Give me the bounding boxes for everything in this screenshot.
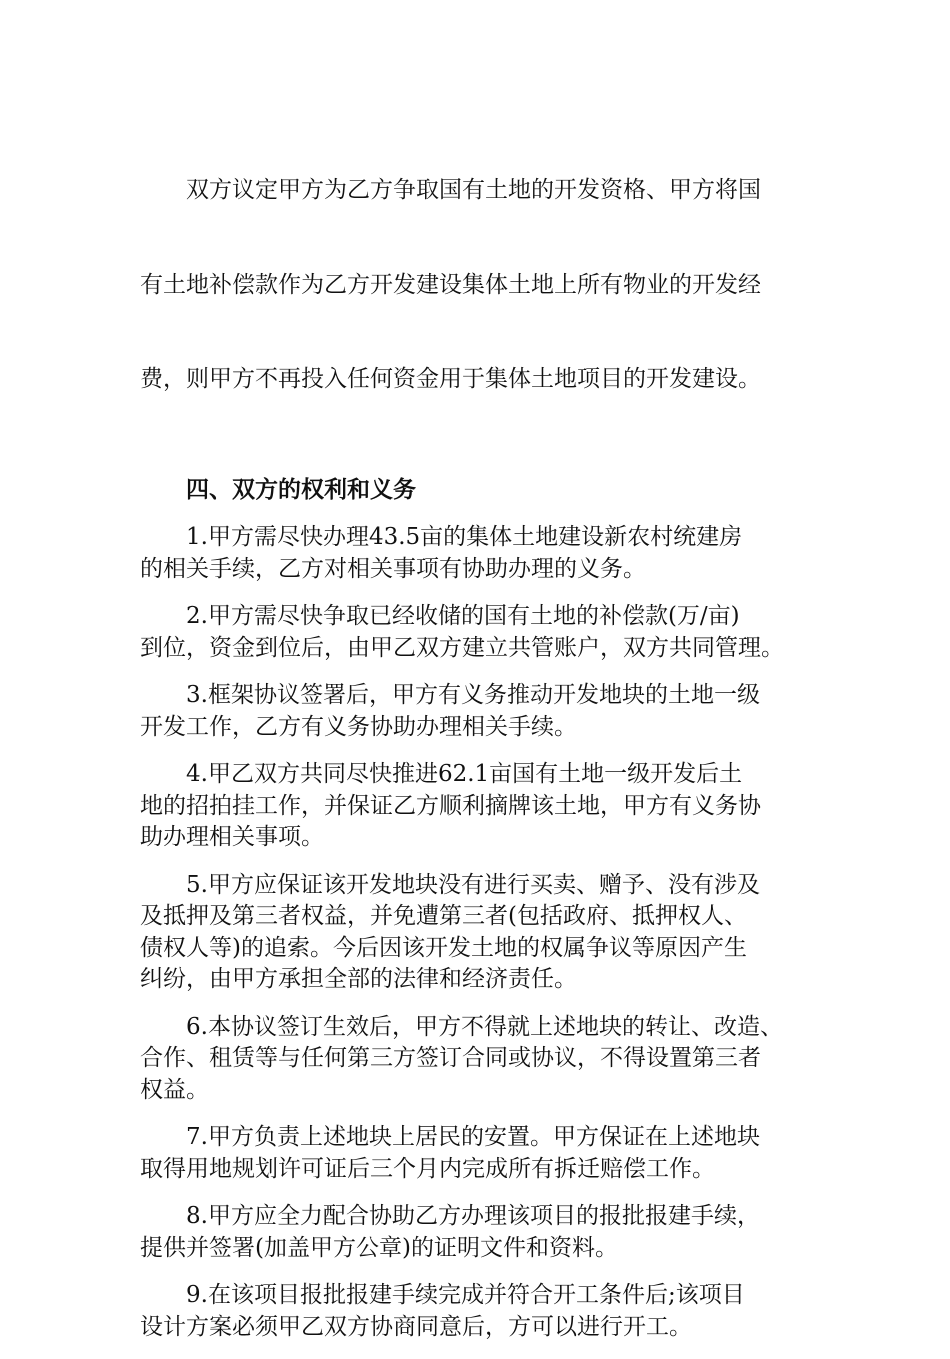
intro-line: 费，则甲方不再投入任何资金用于集体土地项目的开发建设。 — [140, 366, 761, 392]
clause-line: 地的招拍挂工作，并保证乙方顺利摘牌该土地，甲方有义务协 — [140, 792, 761, 819]
clause-line: 债权人等)的追索。今后因该开发土地的权属争议等原因产生 — [140, 934, 747, 961]
clause-line: 8.甲方应全力配合协助乙方办理该项目的报批报建手续， — [186, 1203, 760, 1229]
clause-line: 7.甲方负责上述地块上居民的安置。甲方保证在上述地块 — [186, 1124, 760, 1150]
clause-line: 取得用地规划许可证后三个月内完成所有拆迁赔偿工作。 — [140, 1155, 715, 1182]
clause-paragraph — [140, 759, 830, 854]
clause-line: 合作、租赁等与任何第三方签订合同或协议，不得设置第三者 — [140, 1045, 761, 1071]
clause-line: 的相关手续，乙方对相关事项有协助办理的义务。 — [140, 555, 646, 582]
intro-line: 有土地补偿款作为乙方开发建设集体土地上所有物业的开发经 — [140, 271, 761, 298]
clause-list — [140, 522, 830, 1343]
clause-paragraph — [140, 870, 830, 996]
clause-line: 6.本协议签订生效后，甲方不得就上述地块的转让、改造、 — [186, 1013, 783, 1040]
clause-paragraph — [140, 680, 830, 743]
clause-paragraph — [140, 1201, 830, 1264]
clause-line: 纠纷，由甲方承担全部的法律和经济责任。 — [140, 966, 577, 992]
clause-line: 3.框架协议签署后，甲方有义务推动开发地块的土地一级 — [186, 682, 760, 708]
clause-paragraph — [140, 1280, 830, 1343]
clause-paragraph — [140, 1012, 830, 1107]
section-heading: 四、双方的权利和义务 — [186, 476, 416, 503]
clause-line: 到位，资金到位后，由甲乙双方建立共管账户，双方共同管理。 — [140, 634, 784, 661]
clause-line: 9.在该项目报批报建手续完成并符合开工条件后;该项目 — [186, 1282, 745, 1308]
clause-paragraph — [140, 1122, 830, 1185]
clause-paragraph — [140, 522, 830, 585]
clause-line: 5.甲方应保证该开发地块没有进行买卖、赠予、没有涉及 — [186, 871, 760, 898]
clause-line: 开发工作，乙方有义务协助办理相关手续。 — [140, 713, 577, 740]
clause-line: 助办理相关事项。 — [140, 824, 324, 850]
document-page — [140, 112, 830, 1359]
clause-line: 及抵押及第三者权益，并免遭第三者(包括政府、抵押权人、 — [140, 903, 747, 929]
clause-line: 设计方案必须甲乙双方协商同意后，方可以进行开工。 — [140, 1313, 692, 1340]
clause-line: 2.甲方需尽快争取已经收储的国有土地的补偿款(万/亩) — [186, 603, 740, 629]
intro-line: 双方议定甲方为乙方争取国有土地的开发资格、甲方将国 — [186, 177, 761, 203]
clause-line: 4.甲乙双方共同尽快推进62.1亩国有土地一级开发后土 — [186, 761, 743, 787]
clause-line: 1.甲方需尽快办理43.5亩的集体土地建设新农村统建房 — [186, 524, 743, 550]
clause-line: 权益。 — [140, 1076, 209, 1103]
intro-paragraph — [140, 112, 830, 459]
clause-line: 提供并签署(加盖甲方公章)的证明文件和资料。 — [140, 1234, 618, 1261]
clause-paragraph — [140, 601, 830, 664]
